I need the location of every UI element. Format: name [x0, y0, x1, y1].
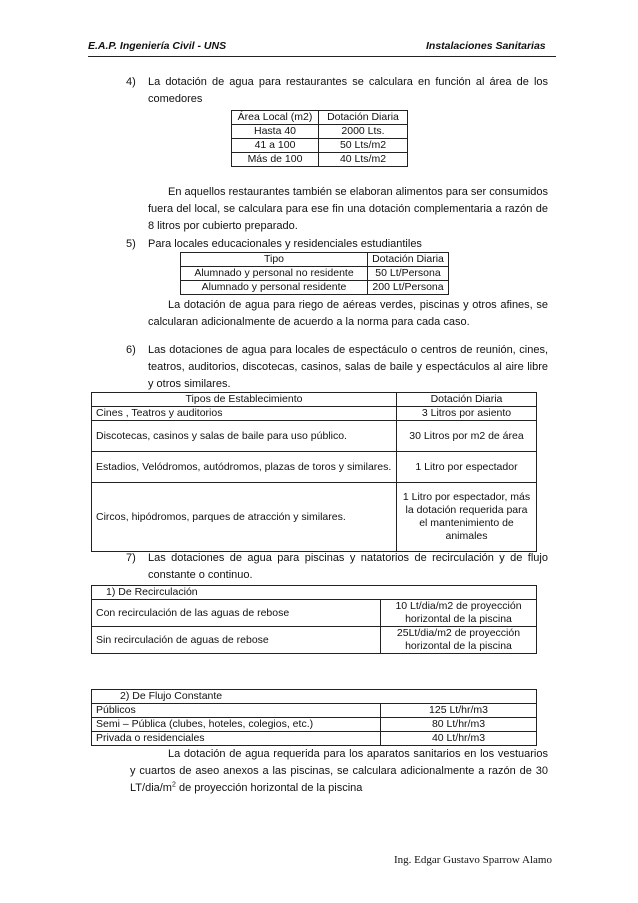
educational-header-dotacion: Dotación Diaria	[368, 253, 449, 267]
footer-author: Ing. Edgar Gustavo Sparrow Alamo	[394, 854, 552, 866]
item-6-number: 6)	[126, 344, 136, 356]
item-5-number: 5)	[126, 238, 136, 250]
entertainment-cell: Discotecas, casinos y salas de baile para uso público.	[92, 421, 397, 452]
item-5-text: Para locales educacionales y residenciales estudiantiles	[148, 238, 422, 250]
constant-flow-cell: 40 Lt/hr/m3	[381, 732, 537, 746]
constant-flow-cell: Semi – Pública (clubes, hoteles, colegios, etc.)	[92, 718, 381, 732]
restaurant-cell: Más de 100	[232, 153, 319, 167]
item-4-text: La dotación de agua para restaurantes se calculara en función al área de los comedores	[148, 76, 548, 105]
restaurant-table	[231, 110, 408, 167]
recirculation-title: 1) De Recirculación	[92, 586, 537, 600]
item-6-text: Las dotaciones de agua para locales de espectáculo o centros de reunión, cines, teatros, auditorios, discotecas, casinos, salas de baile y espectáculos al aire libre y otros similares.	[148, 344, 548, 390]
item-7-note-superscript: 2	[171, 781, 176, 789]
item-7-note	[130, 746, 548, 797]
restaurant-cell: Hasta 40	[232, 125, 319, 139]
header-rule	[88, 56, 556, 57]
recirculation-cell: 10 Lt/dia/m2 de proyección horizontal de la piscina	[381, 600, 537, 627]
entertainment-header-tipo: Tipos de Establecimiento	[92, 393, 397, 407]
restaurant-header-area: Área Local (m2)	[232, 111, 319, 125]
entertainment-cell: 30 Litros por m2 de área	[397, 421, 537, 452]
item-5-note: La dotación de agua para riego de aéreas verdes, piscinas y otros afines, se calcularan adicionalmente de acuerdo a la norma para cada caso.	[148, 299, 548, 328]
item-7-text: Las dotaciones de agua para piscinas y natatorios de recirculación y de flujo constante o continuo.	[148, 552, 548, 581]
item-7-number: 7)	[126, 552, 136, 564]
educational-cell: Alumnado y personal no residente	[181, 267, 368, 281]
entertainment-cell: Circos, hipódromos, parques de atracción y similares.	[92, 483, 397, 552]
educational-cell: 200 Lt/Persona	[368, 281, 449, 295]
entertainment-cell: 1 Litro por espectador	[397, 452, 537, 483]
entertainment-table	[91, 392, 537, 552]
entertainment-cell: 3 Litros por asiento	[397, 407, 537, 421]
header-course: E.A.P. Ingeniería Civil - UNS	[88, 40, 227, 52]
constant-flow-cell: 80 Lt/hr/m3	[381, 718, 537, 732]
recirculation-cell: Sin recirculación de aguas de rebose	[92, 627, 381, 654]
item-4-note: En aquellos restaurantes también se elaboran alimentos para ser consumidos fuera del local, se calculara para ese fin una dotación complementaria a razón de 8 litros por cubierto preparado.	[148, 186, 548, 232]
restaurant-cell: 41 a 100	[232, 139, 319, 153]
entertainment-header-dotacion: Dotación Diaria	[397, 393, 537, 407]
restaurant-cell: 50 Lts/m2	[319, 139, 408, 153]
educational-cell: Alumnado y personal residente	[181, 281, 368, 295]
recirculation-cell: 25Lt/dia/m2 de proyección horizontal de la piscina	[381, 627, 537, 654]
constant-flow-table	[91, 689, 537, 746]
item-4-number: 4)	[126, 76, 136, 88]
restaurant-cell: 2000 Lts.	[319, 125, 408, 139]
entertainment-cell: Estadios, Velódromos, autódromos, plazas de toros y similares.	[92, 452, 397, 483]
item-7-note-end: de proyección horizontal de la piscina	[175, 782, 363, 794]
item-7-note-main: La dotación de agua requerida para los aparatos sanitarios en los vestuarios y cuartos de aseo anexos a las piscinas, se calculara adicionalmente a razón de 30 LT/dia/m	[130, 748, 548, 794]
constant-flow-cell: Privada o residenciales	[92, 732, 381, 746]
educational-cell: 50 Lt/Persona	[368, 267, 449, 281]
constant-flow-cell: Públicos	[92, 704, 381, 718]
restaurant-cell: 40 Lts/m2	[319, 153, 408, 167]
educational-table	[180, 252, 449, 295]
educational-header-tipo: Tipo	[181, 253, 368, 267]
header-subject: Instalaciones Sanitarias	[426, 40, 546, 52]
recirculation-cell: Con recirculación de las aguas de rebose	[92, 600, 381, 627]
entertainment-cell: Cines , Teatros y auditorios	[92, 407, 397, 421]
constant-flow-cell: 125 Lt/hr/m3	[381, 704, 537, 718]
entertainment-cell: 1 Litro por espectador, más la dotación requerida para el mantenimiento de animales	[397, 483, 537, 552]
constant-flow-title: 2) De Flujo Constante	[92, 690, 537, 704]
restaurant-header-dotacion: Dotación Diaria	[319, 111, 408, 125]
recirculation-table	[91, 585, 537, 654]
